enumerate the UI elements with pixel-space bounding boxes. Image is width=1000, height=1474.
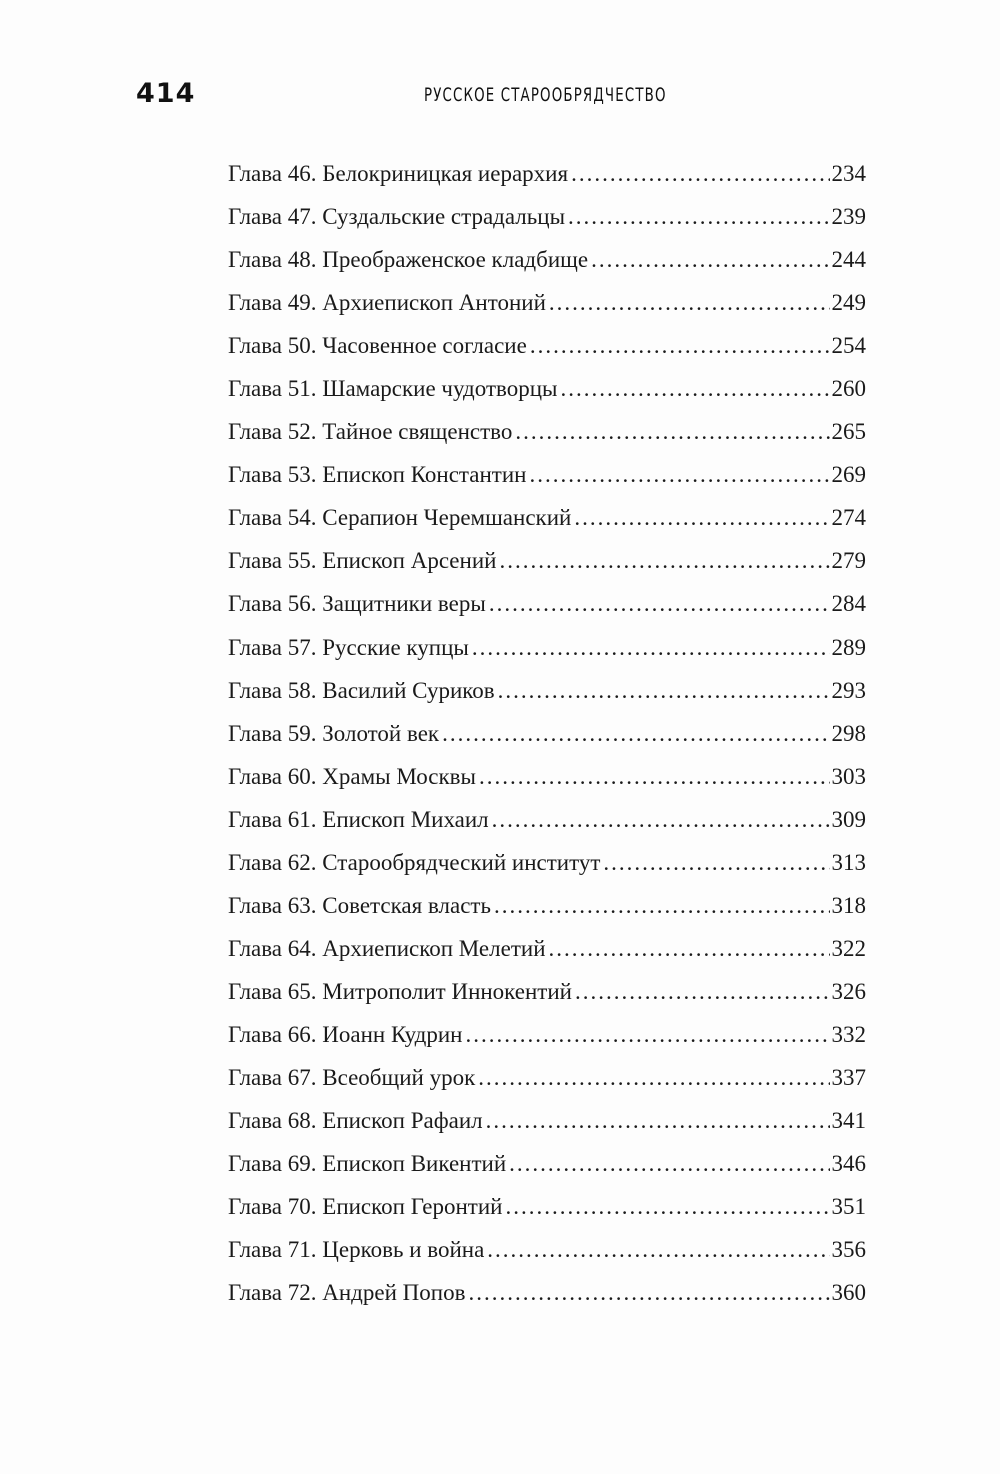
toc-leader-dots [486,1099,830,1142]
toc-entry [228,1099,866,1142]
toc-entry [228,195,866,238]
toc-chapter-title: Глава 66. Иоанн Кудрин [228,1021,463,1047]
toc-leader-dots [530,324,830,367]
toc-entry [228,582,866,625]
toc-entry [228,669,866,712]
toc-leader-dots [472,626,830,669]
toc-chapter-title: Глава 56. Защитники веры [228,591,486,617]
toc-leader-dots [568,195,829,238]
toc-chapter-title: Глава 68. Епископ Рафаил [228,1108,483,1134]
toc-entry [228,539,866,582]
toc-leader-dots [487,1228,829,1271]
toc-entry [228,152,866,195]
toc-entry [228,367,866,410]
toc-page-number: 313 [831,849,866,875]
toc-page-number: 351 [831,1194,866,1220]
toc-page-number: 293 [831,677,866,703]
toc-page-number: 337 [831,1064,866,1090]
toc-entry [228,970,866,1013]
toc-chapter-title: Глава 48. Преображенское кладбище [228,247,589,273]
toc-page-number: 249 [831,290,866,316]
toc-entry [228,1013,866,1056]
toc-leader-dots [494,884,830,927]
toc-chapter-title: Глава 47. Суздальские страдальцы [228,204,566,230]
toc-entry [228,1142,866,1185]
toc-chapter-title: Глава 60. Храмы Москвы [228,763,476,789]
toc-page-number: 360 [831,1280,866,1306]
toc-page-number: 244 [831,247,866,273]
toc-leader-dots [603,841,829,884]
toc-chapter-title: Глава 53. Епископ Константин [228,462,527,488]
toc-page-number: 356 [831,1237,866,1263]
toc-page-number: 326 [831,978,866,1004]
running-head [136,78,866,118]
toc-leader-dots [529,453,829,496]
toc-page-number: 346 [831,1151,866,1177]
toc-chapter-title: Глава 67. Всеобщий урок [228,1064,476,1090]
toc-chapter-title: Глава 58. Василий Суриков [228,677,495,703]
toc-chapter-title: Глава 65. Митрополит Иннокентий [228,978,572,1004]
toc-leader-dots [499,539,829,582]
toc-entry [228,884,866,927]
toc-leader-dots [505,1185,829,1228]
toc-page-number: 269 [831,462,866,488]
toc-chapter-title: Глава 61. Епископ Михаил [228,806,489,832]
toc-leader-dots [509,1142,829,1185]
toc-page-number: 274 [831,505,866,531]
toc-leader-dots [549,927,830,970]
toc-entry [228,1185,866,1228]
toc-chapter-title: Глава 46. Белокриницкая иерархия [228,161,569,186]
toc-leader-dots [468,1271,829,1314]
toc-leader-dots [465,1013,829,1056]
toc-entry [228,755,866,798]
toc-leader-dots [498,669,830,712]
toc-entry [228,1056,866,1099]
toc-page-number: 309 [831,806,866,832]
toc-page-number: 234 [831,161,866,186]
toc-page-number: 322 [831,935,866,961]
toc-chapter-title: Глава 54. Серапион Черемшанский [228,505,572,531]
toc-chapter-title: Глава 52. Тайное священство [228,419,513,445]
toc-chapter-title: Глава 59. Золотой век [228,720,440,746]
toc-page-number: 284 [831,591,866,617]
toc-page-number: 298 [831,720,866,746]
toc-entry [228,281,866,324]
toc-chapter-title: Глава 63. Советская власть [228,892,491,918]
toc-page-number: 332 [831,1021,866,1047]
toc-leader-dots [575,970,830,1013]
toc-entry [228,324,866,367]
toc-page-number: 341 [831,1108,866,1134]
toc-chapter-title: Глава 72. Андрей Попов [228,1280,466,1306]
toc-leader-dots [560,367,829,410]
table-of-contents [228,152,866,1314]
toc-leader-dots [489,582,830,625]
toc-page-number: 303 [831,763,866,789]
book-title: РУССКОЕ СТАРООБРЯДЧЕСТВО [424,84,667,106]
toc-leader-dots [478,1056,829,1099]
toc-chapter-title: Глава 50. Часовенное согласие [228,333,527,359]
toc-page-number: 239 [831,204,866,230]
toc-page-number: 254 [831,333,866,359]
toc-chapter-title: Глава 64. Архиепископ Мелетий [228,935,546,961]
toc-leader-dots [515,410,829,453]
toc-entry [228,841,866,884]
toc-leader-dots [442,712,829,755]
toc-entry [228,927,866,970]
toc-entry [228,410,866,453]
toc-leader-dots [549,281,830,324]
toc-chapter-title: Глава 71. Церковь и война [228,1237,485,1263]
toc-chapter-title: Глава 49. Архиепископ Антоний [228,290,546,316]
toc-entry [228,712,866,755]
toc-page-number: 318 [831,892,866,918]
toc-entry [228,798,866,841]
toc-entry [228,626,866,669]
page-number: 414 [136,78,196,109]
toc-entry [228,1228,866,1271]
toc-leader-dots [591,238,829,281]
toc-leader-dots [571,152,829,195]
toc-page-number: 279 [831,548,866,574]
toc-chapter-title: Глава 55. Епископ Арсений [228,548,497,574]
toc-page-number: 265 [831,419,866,445]
toc-chapter-title: Глава 69. Епископ Викентий [228,1151,507,1177]
toc-page-number: 260 [831,376,866,402]
toc-entry [228,1271,866,1314]
toc-chapter-title: Глава 51. Шамарские чудотворцы [228,376,558,402]
toc-leader-dots [492,798,830,841]
toc-entry [228,496,866,539]
toc-chapter-title: Глава 62. Старообрядческий институт [228,849,601,875]
toc-leader-dots [479,755,830,798]
toc-chapter-title: Глава 70. Епископ Геронтий [228,1194,503,1220]
toc-chapter-title: Глава 57. Русские купцы [228,634,469,660]
toc-page-number: 289 [831,634,866,660]
toc-entry [228,453,866,496]
toc-entry [228,238,866,281]
toc-leader-dots [574,496,829,539]
